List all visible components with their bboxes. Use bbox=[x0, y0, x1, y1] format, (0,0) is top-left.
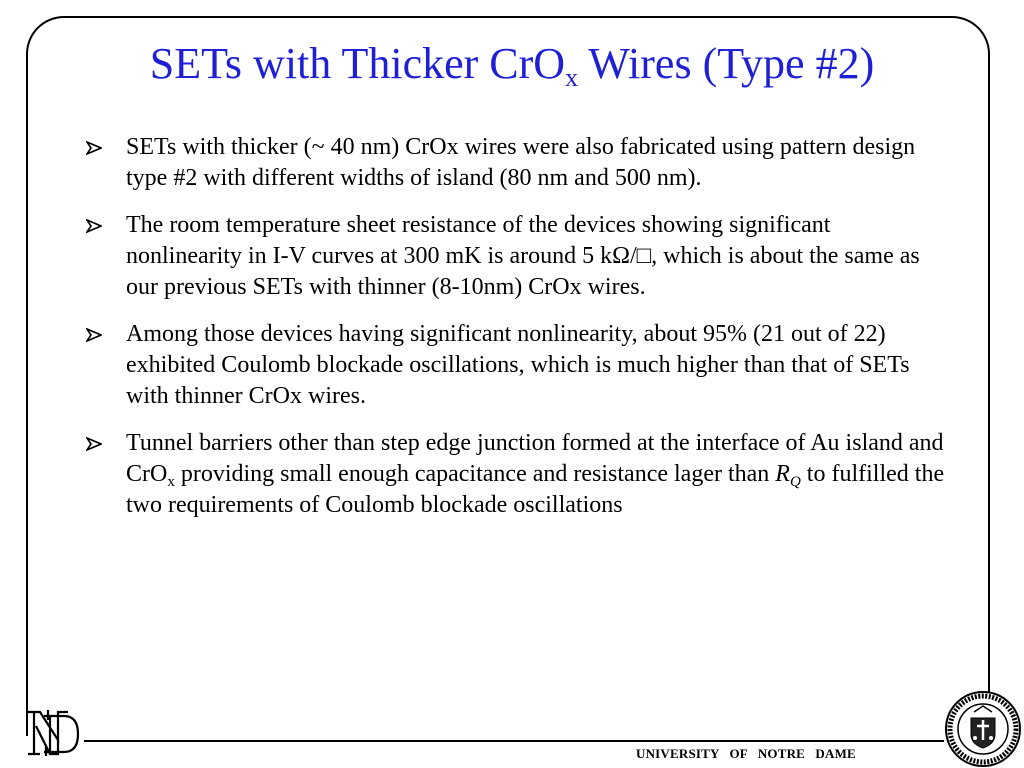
university-seal-icon bbox=[944, 690, 1022, 768]
bullet-text-part: providing small enough capacitance and resistance lager than bbox=[174, 461, 776, 487]
footer-divider bbox=[84, 740, 944, 742]
bullet-list bbox=[86, 132, 946, 537]
bullet-text-part: to fulfilled the two requirements of Coulomb blockade oscillations bbox=[126, 461, 945, 518]
bullet-item bbox=[86, 132, 946, 194]
title-main: SETs with Thicker CrO bbox=[149, 39, 566, 88]
title-suffix: Wires (Type #2) bbox=[578, 39, 875, 88]
resistance-symbol-letter: R bbox=[775, 461, 790, 487]
arrowhead-bullet-icon bbox=[86, 219, 102, 233]
arrowhead-bullet-icon bbox=[86, 141, 102, 155]
bullet-subscript: x bbox=[167, 474, 175, 490]
bullet-text: The room temperature sheet resistance of the devices showing significant nonlinearity in I-V curves at 300 mK is around 5 kΩ/□, which is about the same as our previous SETs with thinner (8-10nm) CrOx wires. bbox=[126, 212, 920, 300]
bullet-text-part: Tunnel barriers other than step edge junction formed at the interface of Au island and CrO bbox=[126, 430, 944, 487]
arrowhead-bullet-icon bbox=[86, 328, 102, 342]
bullet-item bbox=[86, 210, 946, 303]
slide-title bbox=[0, 38, 1024, 90]
resistance-symbol-subscript: Q bbox=[789, 474, 801, 490]
bullet-text: SETs with thicker (~ 40 nm) CrOx wires were also fabricated using pattern design type #2 with different widths of island (80 nm and 500 nm). bbox=[126, 134, 916, 191]
resistance-symbol bbox=[775, 461, 801, 490]
bullet-item bbox=[86, 428, 946, 521]
bullet-text: Among those devices having significant nonlinearity, about 95% (21 out of 22) exhibited Coulomb blockade oscillations, which is much higher than that of SETs with thinner CrOx wires. bbox=[126, 321, 910, 409]
university-caption: UNIVERSITY OF NOTRE DAME bbox=[636, 746, 856, 761]
bullet-item bbox=[86, 319, 946, 412]
arrowhead-bullet-icon bbox=[86, 437, 102, 451]
title-subscript: x bbox=[565, 63, 579, 92]
nd-monogram-logo bbox=[24, 706, 82, 760]
